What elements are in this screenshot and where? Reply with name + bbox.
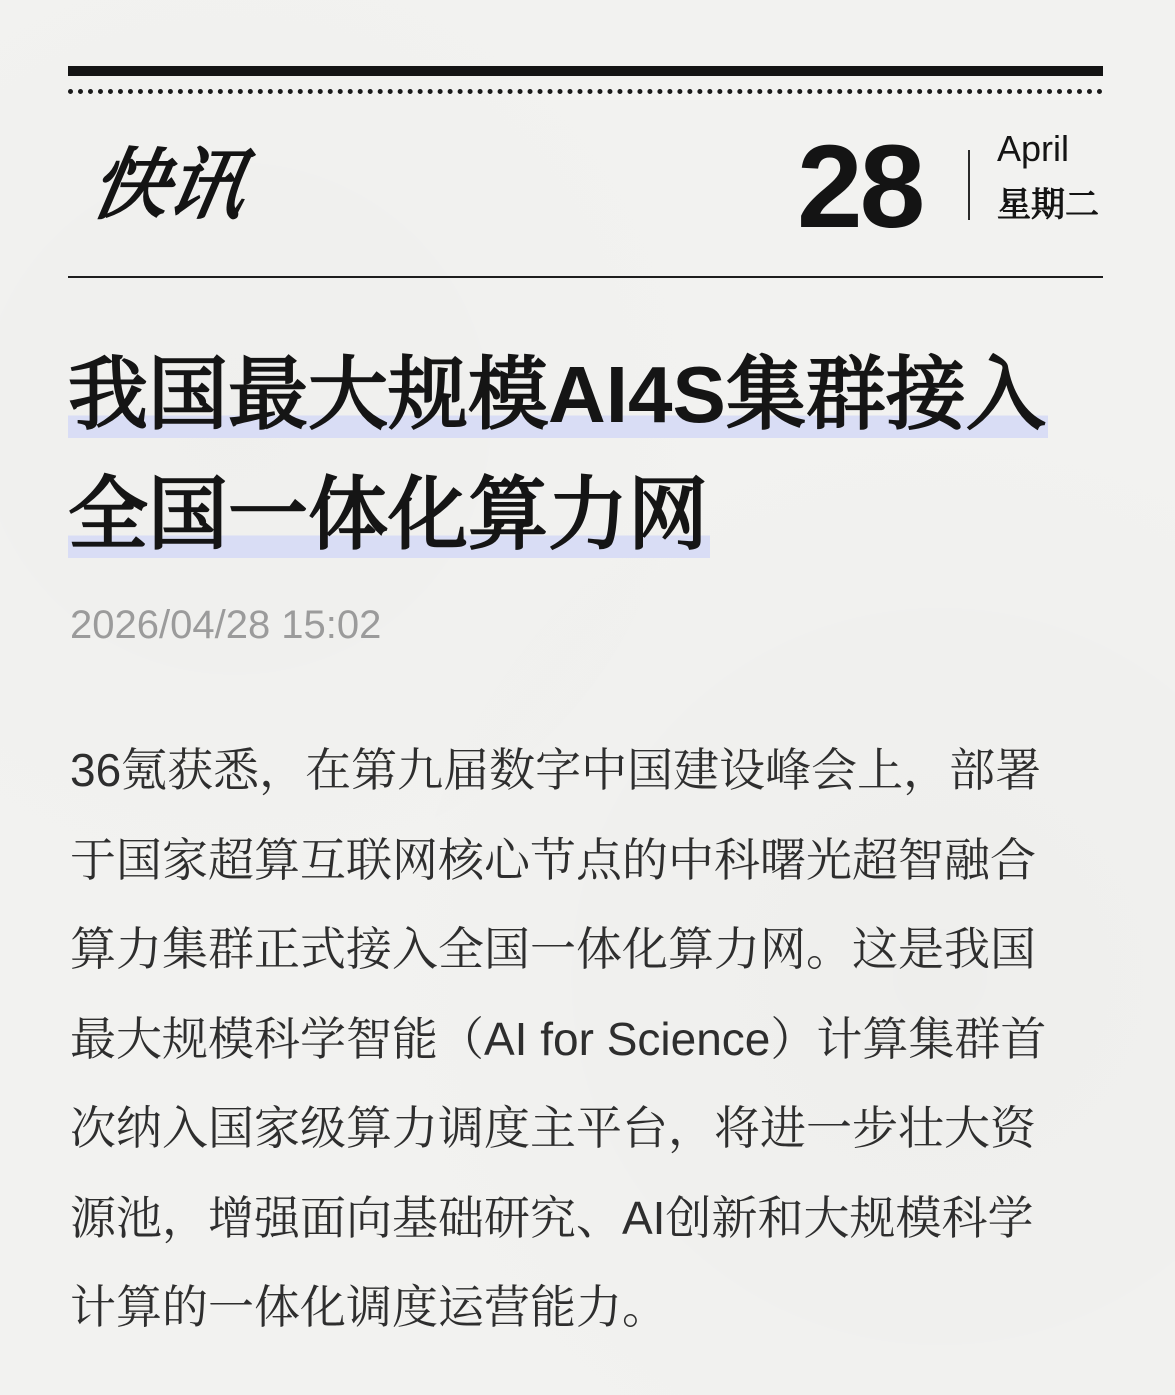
- title-line-1-text: 我国最大规模AI4S集群接入: [68, 335, 1048, 455]
- date-weekday: 星期二: [997, 186, 1099, 224]
- title-line-2-text: 全国一体化算力网: [68, 455, 710, 575]
- body-line-3: 算力集群正式接入全国一体化算力网。这是我国: [70, 923, 1036, 975]
- title-line-2: [68, 455, 1048, 575]
- body-line-7: 计算的一体化调度运营能力。: [70, 1281, 668, 1333]
- top-rule-thick: [68, 66, 1103, 76]
- header-divider: [68, 276, 1103, 278]
- body-line-5: 次纳入国家级算力调度主平台，将进一步壮大资: [70, 1102, 1036, 1154]
- flash-news-logo: 快讯: [83, 141, 252, 229]
- body-line-6: 源池，增强面向基础研究、AI创新和大规模科学: [70, 1191, 1034, 1244]
- top-rule-dotted: [68, 89, 1103, 94]
- publish-timestamp: 2026/04/28 15:02: [70, 603, 382, 647]
- title-line-1: [68, 335, 1048, 455]
- date-day: 28: [797, 121, 923, 253]
- body-line-4: 最大规模科学智能（AI for Science）计算集群首: [70, 1012, 1047, 1065]
- date-month: April: [997, 128, 1070, 169]
- date-divider: [968, 150, 970, 220]
- article-title: [68, 335, 1048, 575]
- body-line-2: 于国家超算互联网核心节点的中科曙光超智融合: [70, 833, 1036, 886]
- body-line-1: 36氪获悉，在第九届数字中国建设峰会上，部署: [70, 744, 1042, 796]
- article-body: [70, 726, 1046, 1353]
